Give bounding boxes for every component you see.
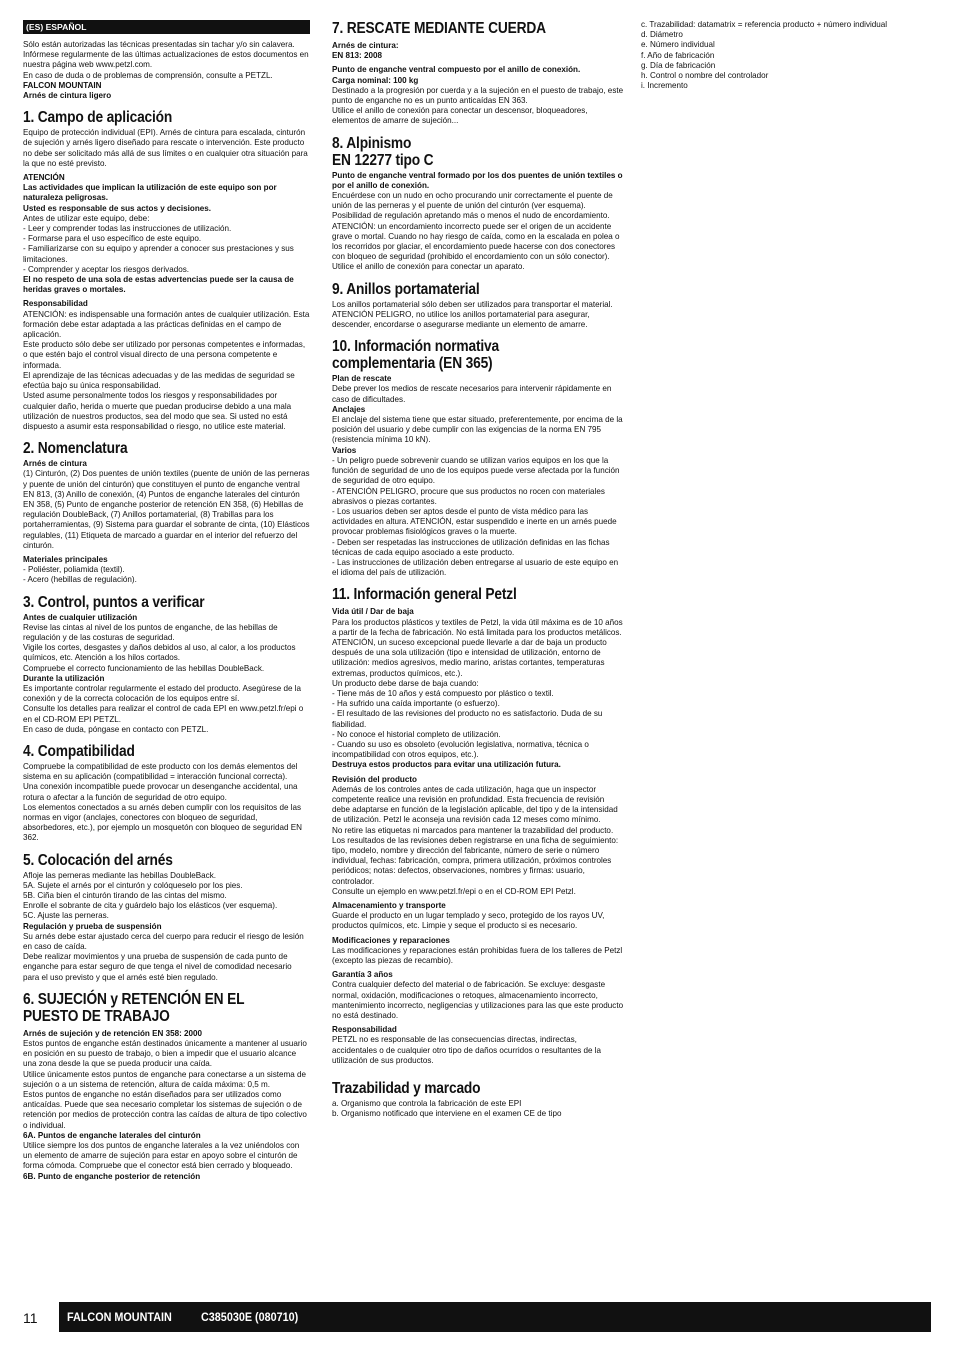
list-item: - El resultado de las revisiones del producto no es satisfactorio. Duda de su fiabilidad. (332, 709, 624, 729)
section-text: Una conexión incompatible puede provocar un desenganche accidental, una rotura o afectar a la función de seguridad de otro equipo. (23, 782, 298, 802)
subheading: Arnés de cintura: (332, 41, 399, 50)
list-item: - Un peligro puede sobrevenir cuando se utilizan varios equipos en los que la función de seguridad de uno de los equipos puede verse afectada por la función de seguridad de otro equipo. (332, 456, 624, 487)
subheading: Modificaciones y reparaciones (332, 935, 450, 945)
traceability-item: c. Trazabilidad: datamatrix = referencia producto + número individual (641, 20, 888, 29)
section-text: Revise las cintas al nivel de los puntos de enganche, de las hebillas de regulación y de las costuras de seguridad. (23, 622, 278, 642)
section-text: Estos puntos de enganche están destinados únicamente a mantener al usuario en posición en su puesto de trabajo, o bien a impedir que el usuario alcance una zona desde la que se pueda producir una caída. (23, 1039, 307, 1069)
section-title-10: 10. Información normativa complementaria (EN 365) (332, 338, 499, 373)
warning-text: Destruya estos productos para evitar una utilización futura. (332, 760, 561, 770)
section-text: Afloje las perneras mediante las hebillas DoubleBack. (23, 870, 217, 880)
section-text: En caso de duda, póngase en contacto con PETZL. (23, 724, 209, 734)
subheading: 6A. Puntos de enganche laterales del cinturón (23, 1130, 201, 1140)
subheading: Regulación y prueba de suspensión (23, 921, 162, 931)
product-name: FALCON MOUNTAIN (23, 80, 102, 90)
subheading: Antes de cualquier utilización (23, 612, 138, 622)
warning-text: Las actividades que implican la utilización de este equipo son por naturaleza peligrosas. (23, 183, 277, 203)
section-text: Las modificaciones y reparaciones están prohibidas fuera de los talleres de Petzl (excepto las piezas de recambio). (332, 945, 623, 966)
section-text: 5A. Sujete el arnés por el cinturón y colóqueselo por los pies. (23, 880, 243, 890)
materials-list (23, 565, 310, 585)
section-text: Los resultados de las revisiones deben registrarse en una ficha de seguimiento: tipo, modelo, nombre y dirección del fabricante, número de serie o número individual, fechas: fabricación, compra, primera utilización, próximos controles periódicos; notas: defectos, observaciones, nombres y firmas: usuario, controlador. (332, 835, 619, 886)
footer (23, 1302, 931, 1332)
intro-text: Sólo están autorizadas las técnicas presentadas sin tachar y/o sin calavera. Infórmese regularmente de las últimas actualizaciones de estos documentos en nuestra página web www.petzl.com. (23, 40, 309, 70)
section-title-5: 5. Colocación del arnés (23, 851, 173, 869)
list-item: - Ha sufrido una caída importante (o esfuerzo). (332, 699, 624, 709)
section-text: Su arnés debe estar ajustado cerca del cuerpo para reducir el riesgo de lesión en caso de caída. (23, 931, 304, 952)
section-text: El anclaje del sistema tiene que estar situado, preferentemente, por encima de la posición del usuario y debe cumplir con las exigencias de la norma EN 795 (resistencia mínima 10 kN). (332, 415, 623, 445)
section-title-2: 2. Nomenclatura (23, 440, 128, 458)
traceability-item: b. Organismo notificado que interviene en el examen CE de tipo (332, 1109, 562, 1119)
traceability-item: h. Control o nombre del controlador (641, 71, 769, 81)
section-text: Además de los controles antes de cada utilización, haga que un inspector competente realice una revisión en profundidad. Esta frecuencia de revisión debe adaptarse en función de la legislación aplicable, del tipo y de la intensidad de utilización. Petzl le aconseja una revisión cada 12 meses como mínimo. (332, 784, 618, 825)
list-item: - Acero (hebillas de regulación). (23, 575, 310, 585)
section-text: Los anillos portamaterial sólo deben ser utilizados para transportar el material. (332, 299, 613, 309)
section-text: Utilice únicamente estos puntos de enganche para conectarse a un sistema de sujeción o a un sistema de retención, altura de caída máxima: 0,5 m. (23, 1069, 307, 1089)
warning-list (23, 224, 310, 275)
section-text: ATENCIÓN, un suceso excepcional puede llevarle a dar de baja un producto después de una sola utilización (tipo e intensidad de utilización, entorno de utilización: medios agresivos, medio marino, aristas cortantes, temperaturas extremas, productos químicos, etc.). (332, 637, 607, 678)
subheading: Vida útil / Dar de baja (332, 607, 414, 617)
intro-text: En caso de duda o de problemas de comprensión, consulte a PETZL. (23, 70, 273, 80)
column-3 (641, 20, 933, 91)
list-item: - Leer y comprender todas las instrucciones de utilización. (23, 224, 310, 234)
subheading: Arnés de sujeción y de retención EN 358: 2000 (23, 1028, 203, 1038)
section-title-6: 6. SUJECIÓN y RETENCIÓN EN EL PUESTO DE TRABAJO (23, 990, 245, 1025)
section-text: ATENCIÓN: es indispensable una formación antes de cualquier utilización. Esta formación debe estar adaptada a las prácticas definidas en el campo de aplicación. (23, 309, 310, 340)
section-text: Destinado a la progresión por cuerda y a la sujeción en el puesto de trabajo, este punto de enganche no es un punto anticaídas EN 363. (332, 85, 624, 106)
subheading: Varios (332, 445, 357, 455)
list-item: - Los usuarios deben ser aptos desde el punto de vista médico para las actividades en altura. ATENCIÓN, estar suspendido e inerte en un arnés puede provocar problemas fisiológicos graves o la muerte. (332, 507, 624, 538)
section-text: El aprendizaje de las técnicas adecuadas y de las medidas de seguridad se efectúa bajo su única responsabilidad. (23, 370, 295, 391)
section-text: Antes de utilizar este equipo, debe: (23, 213, 150, 223)
list-item: - Comprender y aceptar los riesgos derivados. (23, 265, 310, 275)
section-text: Guarde el producto en un lugar templado y seco, protegido de los rayos UV, productos químicos, etc. Limpie y seque el producto si es necesario. (332, 911, 605, 931)
language-header: (ES) ESPAÑOL (23, 20, 310, 34)
section-title-1: 1. Campo de aplicación (23, 109, 173, 127)
column-2 (332, 20, 624, 1119)
subheading: Responsabilidad (23, 299, 88, 309)
subheading: Revisión del producto (332, 774, 417, 784)
subheading: 6B. Punto de enganche posterior de retención (23, 1171, 201, 1181)
section-text: Posibilidad de regulación apretando más o menos el nudo de encordamiento. (332, 211, 610, 221)
subheading: Materiales principales (23, 554, 108, 564)
section-text: Enrolle el sobrante de cita y guárdelo bajo los elásticos (ver esquema). (23, 901, 278, 911)
subheading: Plan de rescate (332, 374, 392, 384)
footer-bar (59, 1302, 931, 1332)
section-title-8-line2: EN 12277 tipo C (332, 151, 434, 169)
section-text: Este producto sólo debe ser utilizado por personas competentes e informadas, o que estén bajo el control visual directo de una persona competente e informada. (23, 340, 306, 370)
subheading: Carga nominal: 100 kg (332, 75, 419, 85)
section-text: Consulte un ejemplo en www.petzl.fr/epi o en el CD-ROM EPI Petzl. (332, 886, 576, 896)
section-title-7: 7. RESCATE MEDIANTE CUERDA (332, 20, 546, 37)
column-1 (23, 20, 310, 1182)
section-text: Estos puntos de enganche no están diseñados para ser utilizados como anticaídas. Puede que sea necesario completar los sistemas de sujeción o de retención por medios de protección contra las caídas de altura de tipo colectivo o individual. (23, 1090, 307, 1130)
section-text: Utilice el anillo de conexión para conectar un aparato. (332, 262, 525, 272)
subheading: Punto de enganche ventral formado por los dos puentes de unión textiles o por el anillo de conexión. (332, 170, 623, 190)
section-text: Contra cualquier defecto del material o de fabricación. Se excluye: desgaste normal, oxidación, modificaciones o retoques, almacenamiento incorrecto, mantenimiento incorrecto, negligencias y utilizaciones para las que este producto no está destinado. (332, 980, 624, 1021)
list-item: - No conoce el historial completo de utilización. (332, 730, 624, 740)
list-item: - Deben ser respetadas las instrucciones de utilización definidas en las fichas técnicas de cada equipo asociado a este producto. (332, 538, 624, 558)
subheading: Almacenamiento y transporte (332, 901, 446, 911)
intro (23, 40, 310, 101)
subheading: Durante la utilización (23, 673, 105, 683)
section-text: Debe realizar movimientos y una prueba de suspensión de cada punto de enganche para estar seguro de que tenga el nivel de comodidad necesario para el uso previsto y que el arnés esté bien regulado. (23, 952, 292, 982)
section-text: Un producto debe darse de baja cuando: (332, 678, 479, 688)
warning-text: El no respeto de una sola de estas advertencias puede ser la causa de heridas graves o mortales. (23, 275, 294, 295)
section-text: PETZL no es responsable de las consecuencias directas, indirectas, accidentales o de cualquier otro tipo de daños ocurridos o resultantes de la utilización de sus productos. (332, 1035, 602, 1065)
section-text: Equipo de protección individual (EPI). Arnés de cintura para escalada, cinturón de sujeción y arnés ligero diseñado para rescate o intervención. Este producto no debe ser solicitado más allá de sus límites o en cualquier otra situación para la que no esté previsto. (23, 128, 308, 168)
section-text: ATENCIÓN: un encordamiento incorrecto puede ser el origen de un accidente grave o mortal. Cuando no hay riesgo de caída, como en la escalada en polea o los recorridos por glaciar, el encordamiento puede hacerse con dos conectores con bloqueo de seguridad (prohibido el encordamiento con un sólo conector). (332, 221, 620, 262)
subheading: ATENCIÓN (23, 173, 65, 183)
traceability-item: a. Organismo que controla la fabricación de este EPI (332, 1099, 522, 1109)
section-title-11: 11. Información general Petzl (332, 586, 517, 604)
subheading: Punto de enganche ventral compuesto por el anillo de conexión. (332, 65, 581, 75)
section-text: (1) Cinturón, (2) Dos puentes de unión textiles (puente de unión de las perneras y puente de unión del cinturón) que constituyen el punto de enganche ventral EN 813, (3) Anillo de conexión, (4) Puntos de enganche laterales del cinturón EN 358, (5) Punto de enganche posterior de retención EN 358, (6) Hebillas de regulación DoubleBack, (7) Anillos portamaterial, (8) Trabillas para los portaherramientas, (9) Sistema para guardar el sobrante de cinta, (10) Elásticos regulables, (11) Etiqueta de marcado a guardar en el interior del refuerzo del cinturón. (23, 469, 310, 550)
section-text: Compruebe el correcto funcionamiento de las hebillas DoubleBack. (23, 663, 265, 673)
section-title-4: 4. Compatibilidad (23, 742, 135, 760)
list-item: - ATENCIÓN PELIGRO, procure que sus productos no rocen con materiales abrasivos o piezas cortantes. (332, 487, 624, 507)
warning-text: Usted es responsable de sus actos y decisiones. (23, 203, 212, 213)
section-text: Encuérdese con un nudo en ocho procurando unir correctamente el puente de unión de las perneras y el puente de unión del cinturón (ver esquema). (332, 191, 613, 211)
subheading: Arnés de cintura (23, 459, 87, 469)
section-text: Usted asume personalmente todos los riesgos y responsabilidades por cualquier daño, herida o muerte que puedan producirse debido a una mala utilización de nuestros productos, sea del modo que sea. Si usted no está dispuesto a asumir esta responsabilidad o riesgo, no utilice este material. (23, 391, 292, 431)
section-title-8 (332, 135, 583, 169)
footer-code: C385030E (080710) (201, 1310, 299, 1324)
retire-list (332, 689, 624, 760)
list-item: - Poliéster, poliamida (textil). (23, 565, 310, 575)
subheading: Responsabilidad (332, 1025, 397, 1035)
list-item: - Formarse para el uso específico de este equipo. (23, 234, 310, 244)
section-title-traceability: Trazabilidad y marcado (332, 1080, 481, 1098)
traceability-item: d. Diámetro (641, 30, 683, 40)
subheading: Anclajes (332, 404, 366, 414)
section-text: Vigile los cortes, desgastes y daños debidos al uso, al calor, a los productos químicos, etc. Atención a los hilos cortados. (23, 643, 296, 663)
section-text: No retire las etiquetas ni marcados para mantener la trazabilidad del producto. (332, 825, 614, 835)
list-item: - Cuando su uso es obsoleto (evolución legislativa, normativa, técnica o incompatibilidad con otros equipos, etc.). (332, 740, 624, 760)
traceability-item: i. Incremento (641, 81, 688, 91)
section-text: 5B. Ciña bien el cinturón tirando de las cintas del mismo. (23, 891, 227, 901)
list-item: - Familiarizarse con su equipo y aprender a conocer sus prestaciones y sus limitaciones. (23, 244, 310, 264)
traceability-item: g. Día de fabricación (641, 60, 716, 70)
section-text: Utilice siempre los dos puntos de enganche laterales a la vez uniéndolos con un elemento de amarre de sujeción para estar en apoyo sobre el cinturón de forma cómoda. Compruebe que el conector está bien cerrado y bloqueado. (23, 1141, 300, 1171)
section-title-9: 9. Anillos portamaterial (332, 280, 480, 298)
traceability-item: f. Año de fabricación (641, 50, 715, 60)
footer-product: FALCON MOUNTAIN (67, 1310, 172, 1324)
section-title-3: 3. Control, puntos a verificar (23, 593, 205, 611)
section-text: Utilice el anillo de conexión para conectar un descensor, bloqueadores, elementos de amarre de sujeción... (332, 106, 588, 126)
section-title-8-line1: 8. Alpinismo (332, 134, 412, 152)
section-text: ATENCIÓN PELIGRO, no utilice los anillos portamaterial para asegurar, descender, encordarse o asegurarse mediante un elemento de amarre. (332, 309, 590, 330)
varios-list (332, 456, 624, 578)
section-text: Debe prever los medios de rescate necesarios para intervenir rápidamente en caso de dificultades. (332, 384, 612, 404)
section-text: Consulte los detalles para realizar el control de cada EPI en www.petzl.fr/epi o en el CD-ROM EPI PETZL. (23, 704, 304, 724)
section-text: 5C. Ajuste las perneras. (23, 911, 109, 921)
list-item: - Las instrucciones de utilización deben entregarse al usuario de este equipo en el idioma del país de utilización. (332, 558, 624, 578)
subheading: Garantía 3 años (332, 970, 393, 980)
section-text: Es importante controlar regularmente el estado del producto. Asegúrese de la conexión y de la correcta colocación de los equipos entre sí. (23, 683, 302, 704)
list-item: - Tiene más de 10 años y está compuesto por plástico o textil. (332, 689, 624, 699)
section-text: Los elementos conectados a su arnés deben cumplir con los requisitos de las normas en vigor (anclajes, conectores con bloqueo de seguridad, absorbedores, etc.), por ejemplo un mosquetón con bloqueo de seguridad EN 362. (23, 802, 302, 843)
traceability-item: e. Número individual (641, 40, 715, 50)
page-number: 11 (23, 1310, 38, 1326)
product-description: Arnés de cintura ligero (23, 91, 112, 101)
subheading: EN 813: 2008 (332, 51, 382, 61)
section-text: Compruebe la compatibilidad de este producto con los demás elementos del sistema en su aplicación (compatibilidad = interacción funcional correcta). (23, 761, 298, 782)
section-text: Para los productos plásticos y textiles de Petzl, la vida útil máxima es de 10 años a partir de la fecha de fabricación. No está limitada para los productos metálicos. (332, 617, 623, 637)
